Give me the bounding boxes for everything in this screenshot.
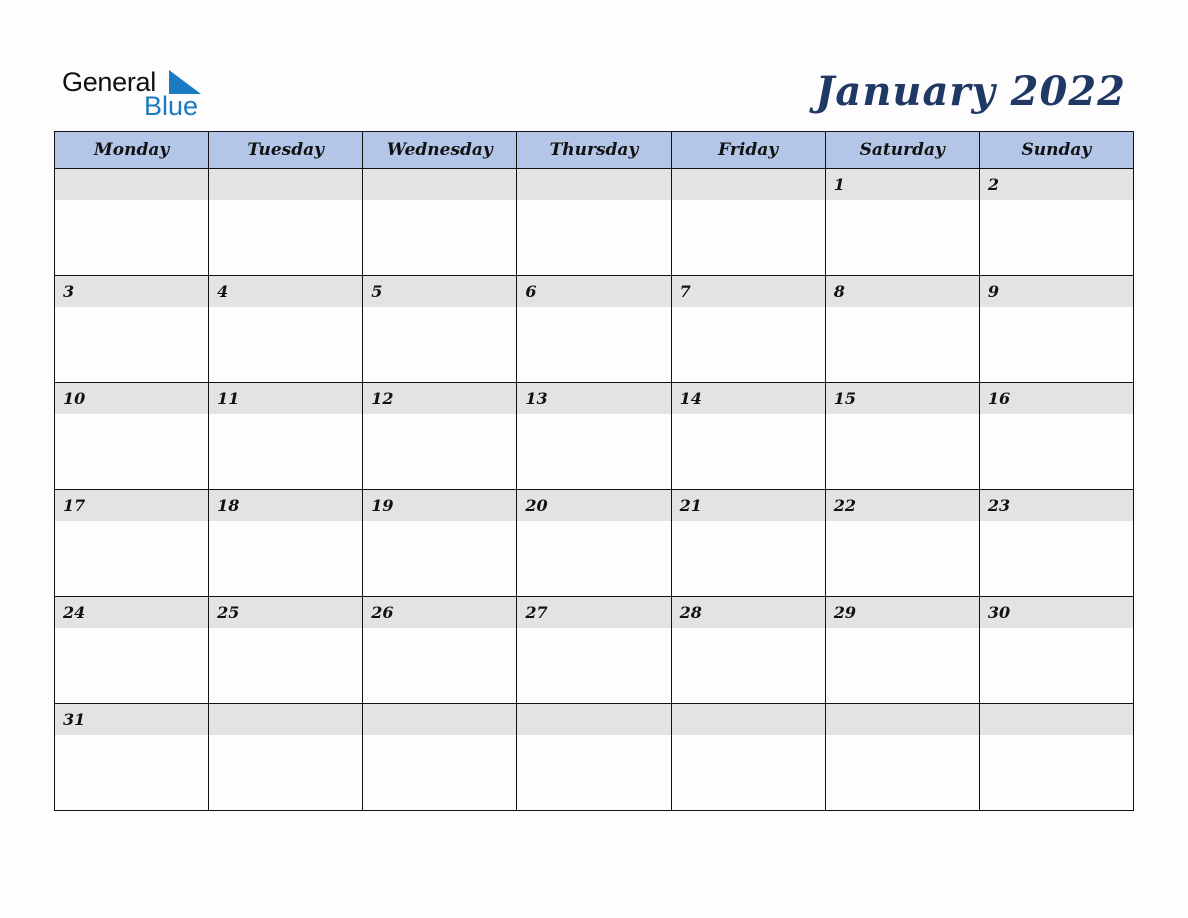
day-notes-area[interactable] — [672, 735, 825, 810]
day-cell[interactable] — [55, 597, 209, 704]
day-cell[interactable] — [825, 597, 979, 704]
day-number: 7 — [672, 276, 825, 307]
day-cell-content — [55, 597, 208, 703]
day-notes-area[interactable] — [672, 200, 825, 275]
day-notes-area[interactable] — [363, 307, 516, 382]
day-notes-area[interactable] — [980, 200, 1133, 275]
day-notes-area[interactable] — [826, 628, 979, 703]
day-cell-content — [980, 704, 1133, 810]
day-notes-area[interactable] — [363, 735, 516, 810]
day-number: 14 — [672, 383, 825, 414]
day-cell-content — [672, 597, 825, 703]
day-cell[interactable] — [363, 276, 517, 383]
weekday-wednesday: Wednesday — [363, 132, 517, 169]
day-number — [826, 704, 979, 735]
day-notes-area[interactable] — [209, 521, 362, 596]
day-number: 3 — [55, 276, 208, 307]
day-cell[interactable] — [979, 276, 1133, 383]
weekday-thursday: Thursday — [517, 132, 671, 169]
day-cell-content — [55, 704, 208, 810]
day-number: 20 — [517, 490, 670, 521]
day-number: 13 — [517, 383, 670, 414]
day-notes-area[interactable] — [209, 307, 362, 382]
day-cell-content — [826, 704, 979, 810]
day-number: 21 — [672, 490, 825, 521]
day-notes-area[interactable] — [672, 414, 825, 489]
day-notes-area[interactable] — [980, 521, 1133, 596]
day-number: 5 — [363, 276, 516, 307]
week-row — [55, 490, 1134, 597]
day-cell[interactable] — [979, 704, 1133, 811]
day-cell-content — [209, 597, 362, 703]
day-cell-content — [672, 169, 825, 275]
day-cell-content — [980, 169, 1133, 275]
day-number: 28 — [672, 597, 825, 628]
day-notes-area[interactable] — [826, 521, 979, 596]
day-number — [672, 704, 825, 735]
week-row — [55, 169, 1134, 276]
day-cell-content — [980, 276, 1133, 382]
day-notes-area[interactable] — [363, 414, 516, 489]
day-notes-area[interactable] — [672, 521, 825, 596]
week-row — [55, 383, 1134, 490]
day-number: 30 — [980, 597, 1133, 628]
day-notes-area[interactable] — [517, 521, 670, 596]
day-cell[interactable] — [517, 490, 671, 597]
day-notes-area[interactable] — [363, 521, 516, 596]
day-number — [209, 169, 362, 200]
day-cell-content — [672, 490, 825, 596]
day-cell-content — [980, 490, 1133, 596]
day-cell-content — [826, 490, 979, 596]
logo — [62, 66, 212, 124]
day-number: 9 — [980, 276, 1133, 307]
day-notes-area[interactable] — [55, 735, 208, 810]
day-cell-content — [980, 383, 1133, 489]
day-cell[interactable] — [671, 597, 825, 704]
day-notes-area[interactable] — [517, 628, 670, 703]
day-cell-content — [980, 597, 1133, 703]
day-cell-content — [363, 169, 516, 275]
day-cell[interactable] — [209, 704, 363, 811]
day-cell[interactable] — [517, 276, 671, 383]
day-cell-content — [672, 704, 825, 810]
day-number — [209, 704, 362, 735]
day-number — [672, 169, 825, 200]
day-notes-area[interactable] — [517, 307, 670, 382]
day-number: 27 — [517, 597, 670, 628]
day-cell[interactable] — [55, 276, 209, 383]
day-number: 2 — [980, 169, 1133, 200]
page-title: January 2022 — [815, 68, 1126, 115]
day-cell[interactable] — [209, 276, 363, 383]
day-notes-area[interactable] — [980, 628, 1133, 703]
day-number: 19 — [363, 490, 516, 521]
day-cell[interactable] — [517, 383, 671, 490]
day-cell[interactable] — [825, 276, 979, 383]
day-cell[interactable] — [517, 704, 671, 811]
day-number: 8 — [826, 276, 979, 307]
day-number: 1 — [826, 169, 979, 200]
day-number: 17 — [55, 490, 208, 521]
day-notes-area[interactable] — [209, 628, 362, 703]
day-cell[interactable] — [55, 383, 209, 490]
day-number: 24 — [55, 597, 208, 628]
day-notes-area[interactable] — [826, 414, 979, 489]
day-cell-content — [672, 383, 825, 489]
day-cell-content — [209, 276, 362, 382]
day-cell-content — [209, 490, 362, 596]
day-cell[interactable] — [979, 383, 1133, 490]
day-cell[interactable] — [517, 597, 671, 704]
day-cell[interactable] — [825, 169, 979, 276]
day-cell-content — [826, 276, 979, 382]
day-cell[interactable] — [671, 383, 825, 490]
weekday-monday: Monday — [55, 132, 209, 169]
day-cell-content — [55, 276, 208, 382]
day-cell[interactable] — [825, 383, 979, 490]
day-cell-content — [55, 490, 208, 596]
day-cell-content — [517, 490, 670, 596]
day-number — [517, 704, 670, 735]
day-number: 15 — [826, 383, 979, 414]
day-number: 6 — [517, 276, 670, 307]
day-cell-content — [363, 383, 516, 489]
day-cell[interactable] — [363, 704, 517, 811]
day-notes-area[interactable] — [55, 200, 208, 275]
day-notes-area[interactable] — [363, 628, 516, 703]
day-notes-area[interactable] — [517, 414, 670, 489]
day-number — [363, 704, 516, 735]
week-row — [55, 276, 1134, 383]
day-cell[interactable] — [979, 490, 1133, 597]
day-notes-area[interactable] — [826, 735, 979, 810]
day-cell[interactable] — [517, 169, 671, 276]
day-notes-area[interactable] — [55, 307, 208, 382]
day-notes-area[interactable] — [980, 735, 1133, 810]
weekday-sunday: Sunday — [979, 132, 1133, 169]
day-cell[interactable] — [363, 383, 517, 490]
day-cell-content — [672, 276, 825, 382]
day-cell-content — [826, 383, 979, 489]
day-notes-area[interactable] — [517, 735, 670, 810]
day-cell[interactable] — [671, 704, 825, 811]
day-number: 26 — [363, 597, 516, 628]
day-number — [363, 169, 516, 200]
day-cell[interactable] — [979, 597, 1133, 704]
day-cell-content — [209, 704, 362, 810]
day-number — [980, 704, 1133, 735]
day-cell-content — [517, 597, 670, 703]
day-notes-area[interactable] — [209, 414, 362, 489]
day-notes-area[interactable] — [363, 200, 516, 275]
weekday-saturday: Saturday — [825, 132, 979, 169]
day-cell-content — [55, 383, 208, 489]
day-notes-area[interactable] — [672, 307, 825, 382]
day-cell[interactable] — [671, 169, 825, 276]
day-cell-content — [517, 383, 670, 489]
day-cell-content — [363, 490, 516, 596]
day-cell[interactable] — [671, 276, 825, 383]
day-notes-area[interactable] — [980, 414, 1133, 489]
day-number: 11 — [209, 383, 362, 414]
day-number: 12 — [363, 383, 516, 414]
weekday-friday: Friday — [671, 132, 825, 169]
day-notes-area[interactable] — [209, 735, 362, 810]
day-number: 29 — [826, 597, 979, 628]
day-notes-area[interactable] — [55, 414, 208, 489]
day-cell[interactable] — [209, 383, 363, 490]
day-cell[interactable] — [671, 490, 825, 597]
day-cell-content — [517, 169, 670, 275]
day-notes-area[interactable] — [517, 200, 670, 275]
day-cell-content — [209, 383, 362, 489]
day-cell-content — [517, 276, 670, 382]
day-cell-content — [826, 169, 979, 275]
week-row — [55, 597, 1134, 704]
day-number: 22 — [826, 490, 979, 521]
day-cell[interactable] — [363, 490, 517, 597]
day-cell-content — [826, 597, 979, 703]
day-cell[interactable] — [55, 169, 209, 276]
day-cell[interactable] — [209, 597, 363, 704]
day-number — [517, 169, 670, 200]
day-cell[interactable] — [55, 704, 209, 811]
logo-text-general: General — [62, 67, 156, 97]
day-number: 4 — [209, 276, 362, 307]
day-cell-content — [363, 276, 516, 382]
day-notes-area[interactable] — [980, 307, 1133, 382]
day-cell[interactable] — [209, 169, 363, 276]
day-cell[interactable] — [209, 490, 363, 597]
weekday-tuesday: Tuesday — [209, 132, 363, 169]
day-number: 18 — [209, 490, 362, 521]
day-cell[interactable] — [825, 490, 979, 597]
day-cell-content — [517, 704, 670, 810]
day-notes-area[interactable] — [826, 200, 979, 275]
day-cell[interactable] — [363, 169, 517, 276]
weekday-header-row — [55, 132, 1134, 169]
day-cell[interactable] — [979, 169, 1133, 276]
day-number — [55, 169, 208, 200]
day-notes-area[interactable] — [55, 521, 208, 596]
day-notes-area[interactable] — [826, 307, 979, 382]
day-number: 31 — [55, 704, 208, 735]
day-notes-area[interactable] — [672, 628, 825, 703]
calendar-grid — [54, 131, 1134, 811]
day-number: 25 — [209, 597, 362, 628]
day-cell[interactable] — [825, 704, 979, 811]
day-notes-area[interactable] — [55, 628, 208, 703]
day-cell[interactable] — [55, 490, 209, 597]
day-cell[interactable] — [363, 597, 517, 704]
day-number: 10 — [55, 383, 208, 414]
logo-text-blue: Blue — [144, 91, 199, 121]
day-cell-content — [209, 169, 362, 275]
day-notes-area[interactable] — [209, 200, 362, 275]
day-number: 23 — [980, 490, 1133, 521]
day-cell-content — [55, 169, 208, 275]
day-cell-content — [363, 597, 516, 703]
week-row — [55, 704, 1134, 811]
day-number: 16 — [980, 383, 1133, 414]
day-cell-content — [363, 704, 516, 810]
